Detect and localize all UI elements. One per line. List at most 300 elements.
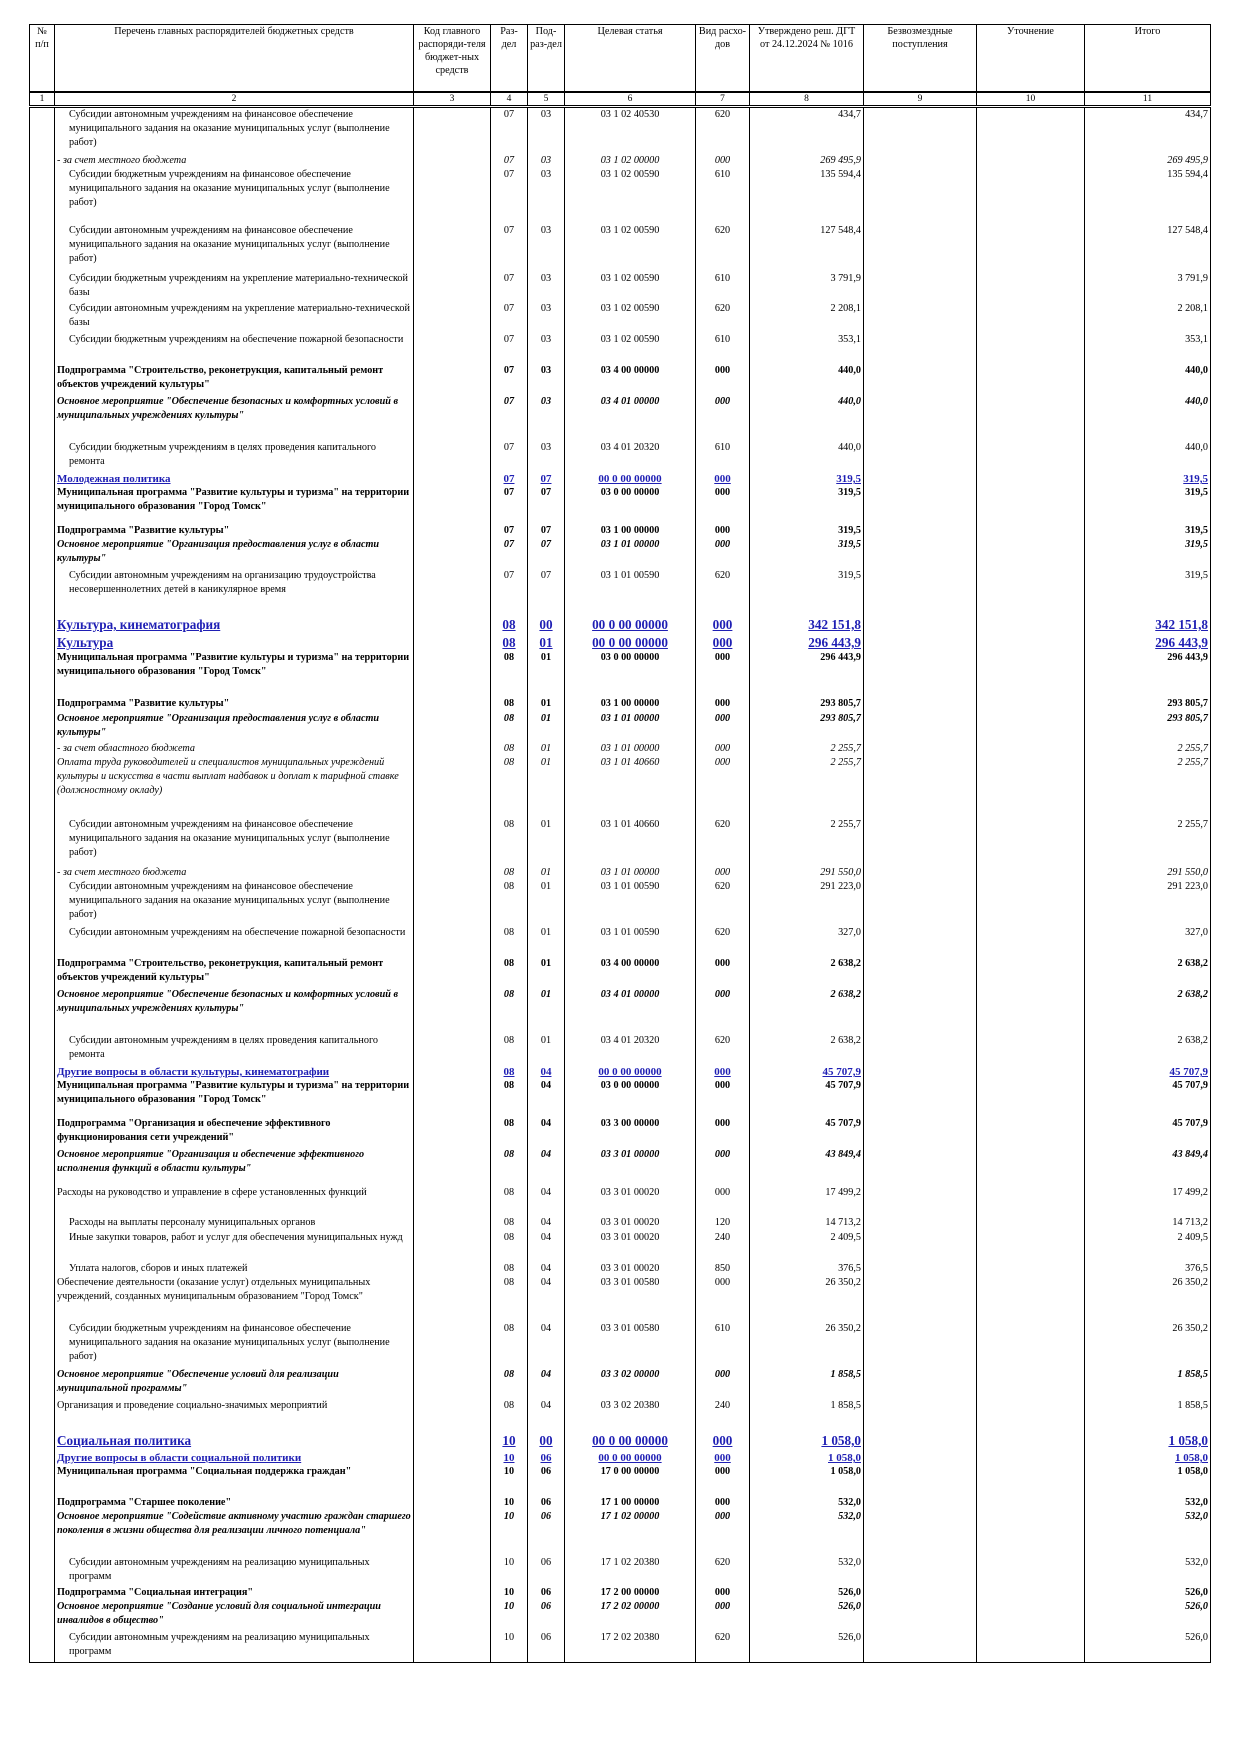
row-code-cell <box>414 818 491 866</box>
row-clarification-cell <box>977 617 1085 635</box>
row-razdel-cell: 10 <box>491 1631 528 1663</box>
row-clarification-cell <box>977 168 1085 224</box>
row-code-cell <box>414 272 491 302</box>
row-clarification-cell <box>977 1034 1085 1065</box>
row-clarification-cell <box>977 1322 1085 1368</box>
row-total-cell: 293 805,7 <box>1085 712 1211 742</box>
row-approved-cell: 2 255,7 <box>750 818 864 866</box>
row-target-article-cell: 03 1 02 00000 <box>565 154 696 168</box>
row-total-cell: 293 805,7 <box>1085 697 1211 712</box>
row-approved-cell: 526,0 <box>750 1600 864 1631</box>
row-podrazdel-cell: 01 <box>528 635 565 651</box>
row-total-cell: 291 550,0 <box>1085 866 1211 880</box>
row-code-cell <box>414 1368 491 1399</box>
row-podrazdel-cell: 03 <box>528 302 565 333</box>
row-code-cell <box>414 472 491 486</box>
colnum-9: 9 <box>864 92 977 107</box>
colnum-10: 10 <box>977 92 1085 107</box>
row-razdel-cell: 08 <box>491 651 528 697</box>
row-name-cell <box>55 1079 414 1117</box>
table-row <box>30 1451 1211 1465</box>
row-name-cell <box>55 224 414 272</box>
row-target-article-cell: 03 3 01 00020 <box>565 1216 696 1231</box>
row-name-text: Субсидии автономным учреждениям на реализацию муниципальных программ <box>69 1632 370 1657</box>
row-clarification-cell <box>977 302 1085 333</box>
row-approved-cell: 45 707,9 <box>750 1117 864 1148</box>
row-expense-type-cell: 000 <box>696 957 750 988</box>
row-expense-type-cell: 620 <box>696 818 750 866</box>
row-podrazdel-cell: 01 <box>528 756 565 818</box>
colnum-7: 7 <box>696 92 750 107</box>
row-expense-type-cell: 620 <box>696 1556 750 1586</box>
row-podrazdel-cell: 04 <box>528 1368 565 1399</box>
row-gratuitous-cell <box>864 272 977 302</box>
row-gratuitous-cell <box>864 154 977 168</box>
row-podrazdel-cell: 03 <box>528 441 565 472</box>
row-gratuitous-cell <box>864 538 977 569</box>
row-expense-type-cell: 000 <box>696 712 750 742</box>
row-code-cell <box>414 926 491 957</box>
row-code-cell <box>414 957 491 988</box>
row-name-text: Субсидии бюджетным учреждениям на финансовое обеспечение муниципального задания на оказание муниципальных услуг (выполнение работ) <box>69 169 390 208</box>
row-name-cell <box>55 756 414 818</box>
table-row <box>30 524 1211 538</box>
row-gratuitous-cell <box>864 224 977 272</box>
row-razdel-cell: 07 <box>491 395 528 441</box>
row-expense-type-cell: 000 <box>696 988 750 1034</box>
row-gratuitous-cell <box>864 1556 977 1586</box>
row-target-article-cell: 03 3 01 00020 <box>565 1262 696 1276</box>
row-name-cell <box>55 1399 414 1433</box>
row-clarification-cell <box>977 395 1085 441</box>
row-name-cell <box>55 1586 414 1600</box>
row-expense-type-cell: 000 <box>696 472 750 486</box>
row-name-cell <box>55 1510 414 1556</box>
row-number-cell <box>30 651 55 697</box>
row-name-cell <box>55 333 414 364</box>
table-row <box>30 1322 1211 1368</box>
row-clarification-cell <box>977 1451 1085 1465</box>
row-number-cell <box>30 1186 55 1216</box>
row-expense-type-cell: 610 <box>696 168 750 224</box>
table-row <box>30 712 1211 742</box>
row-code-cell <box>414 1496 491 1510</box>
row-name-text: Подпрограмма "Развитие культуры" <box>57 698 230 709</box>
row-target-article-cell: 17 2 02 20380 <box>565 1631 696 1663</box>
row-code-cell <box>414 1631 491 1663</box>
row-expense-type-cell: 620 <box>696 880 750 926</box>
row-razdel-cell: 07 <box>491 569 528 617</box>
row-name-cell <box>55 926 414 957</box>
row-name-cell <box>55 651 414 697</box>
row-razdel-cell: 10 <box>491 1556 528 1586</box>
row-total-cell: 1 858,5 <box>1085 1399 1211 1433</box>
row-approved-cell: 1 858,5 <box>750 1399 864 1433</box>
row-code-cell <box>414 168 491 224</box>
colnum-1: 1 <box>30 92 55 107</box>
row-target-article-cell: 03 1 01 00000 <box>565 866 696 880</box>
row-code-cell <box>414 617 491 635</box>
row-expense-type-cell: 120 <box>696 1216 750 1231</box>
row-approved-cell: 17 499,2 <box>750 1186 864 1216</box>
table-row <box>30 107 1211 155</box>
table-row <box>30 1496 1211 1510</box>
row-razdel-cell: 08 <box>491 818 528 866</box>
row-gratuitous-cell <box>864 697 977 712</box>
table-row <box>30 1433 1211 1451</box>
row-gratuitous-cell <box>864 441 977 472</box>
row-target-article-cell: 03 0 00 00000 <box>565 486 696 524</box>
table-row <box>30 224 1211 272</box>
row-name-cell <box>55 1186 414 1216</box>
row-number-cell <box>30 742 55 756</box>
table-row <box>30 1586 1211 1600</box>
row-name-text: Субсидии бюджетным учреждениям на финансовое обеспечение муниципального задания на оказание муниципальных услуг (выполнение работ) <box>69 1323 390 1362</box>
row-expense-type-cell: 000 <box>696 154 750 168</box>
row-gratuitous-cell <box>864 1399 977 1433</box>
row-approved-cell: 291 550,0 <box>750 866 864 880</box>
row-approved-cell: 26 350,2 <box>750 1322 864 1368</box>
row-clarification-cell <box>977 1216 1085 1231</box>
table-row <box>30 154 1211 168</box>
row-code-cell <box>414 712 491 742</box>
row-number-cell <box>30 1322 55 1368</box>
row-code-cell <box>414 1465 491 1496</box>
row-expense-type-cell: 000 <box>696 1079 750 1117</box>
row-approved-cell: 45 707,9 <box>750 1079 864 1117</box>
row-target-article-cell: 00 0 00 00000 <box>565 1433 696 1451</box>
row-clarification-cell <box>977 1065 1085 1079</box>
row-total-cell: 376,5 <box>1085 1262 1211 1276</box>
row-target-article-cell: 03 3 02 00000 <box>565 1368 696 1399</box>
row-target-article-cell: 03 1 01 40660 <box>565 756 696 818</box>
row-name-text: Основное мероприятие "Создание условий для социальной интеграции инвалидов в общество" <box>57 1601 381 1626</box>
row-expense-type-cell: 620 <box>696 926 750 957</box>
table-row <box>30 333 1211 364</box>
row-total-cell: 319,5 <box>1085 524 1211 538</box>
row-name-text: Оплата труда руководителей и специалистов муниципальных учреждений культуры и искусства в части выплат надбавок и доплат к тарифной ставке (должностному окладу) <box>57 757 399 796</box>
row-code-cell <box>414 302 491 333</box>
row-razdel-cell: 08 <box>491 1186 528 1216</box>
row-podrazdel-cell: 06 <box>528 1496 565 1510</box>
row-name-cell <box>55 1451 414 1465</box>
row-name-text: Субсидии автономным учреждениям в целях проведения капитального ремонта <box>69 1035 378 1060</box>
header-razdel: Раз-дел <box>491 25 528 93</box>
row-target-article-cell: 03 1 02 00590 <box>565 168 696 224</box>
row-target-article-cell: 03 3 01 00580 <box>565 1276 696 1322</box>
row-target-article-cell: 17 0 00 00000 <box>565 1465 696 1496</box>
row-code-cell <box>414 1034 491 1065</box>
row-name-text: Культура, кинематография <box>57 617 221 632</box>
row-gratuitous-cell <box>864 1510 977 1556</box>
row-name-text: Основное мероприятие "Организация предоставления услуг в области культуры" <box>57 539 380 564</box>
row-razdel-cell: 08 <box>491 957 528 988</box>
row-name-cell <box>55 712 414 742</box>
row-name-cell <box>55 1368 414 1399</box>
row-gratuitous-cell <box>864 1065 977 1079</box>
row-razdel-cell: 08 <box>491 635 528 651</box>
row-code-cell <box>414 880 491 926</box>
row-razdel-cell: 07 <box>491 538 528 569</box>
row-target-article-cell: 17 1 02 00000 <box>565 1510 696 1556</box>
row-approved-cell: 296 443,9 <box>750 651 864 697</box>
row-expense-type-cell: 000 <box>696 1148 750 1186</box>
row-number-cell <box>30 1148 55 1186</box>
row-clarification-cell <box>977 988 1085 1034</box>
row-number-cell <box>30 1586 55 1600</box>
row-approved-cell: 14 713,2 <box>750 1216 864 1231</box>
row-approved-cell: 319,5 <box>750 472 864 486</box>
table-row <box>30 1368 1211 1399</box>
row-number-cell <box>30 617 55 635</box>
row-name-cell <box>55 569 414 617</box>
row-clarification-cell <box>977 957 1085 988</box>
row-podrazdel-cell: 04 <box>528 1065 565 1079</box>
row-code-cell <box>414 1433 491 1451</box>
row-podrazdel-cell: 04 <box>528 1322 565 1368</box>
table-row <box>30 1399 1211 1433</box>
row-total-cell: 1 058,0 <box>1085 1433 1211 1451</box>
row-total-cell: 45 707,9 <box>1085 1117 1211 1148</box>
table-row <box>30 569 1211 617</box>
row-code-cell <box>414 1556 491 1586</box>
row-target-article-cell: 03 0 00 00000 <box>565 1079 696 1117</box>
column-number-row <box>30 92 1211 107</box>
row-number-cell <box>30 1451 55 1465</box>
row-podrazdel-cell: 01 <box>528 651 565 697</box>
row-total-cell: 2 638,2 <box>1085 1034 1211 1065</box>
row-gratuitous-cell <box>864 742 977 756</box>
row-gratuitous-cell <box>864 302 977 333</box>
row-clarification-cell <box>977 486 1085 524</box>
row-code-cell <box>414 1079 491 1117</box>
header-gratuitous: Безвозмездные поступления <box>864 25 977 93</box>
row-number-cell <box>30 1276 55 1322</box>
row-name-cell <box>55 302 414 333</box>
budget-table-sheet <box>29 24 1210 1663</box>
row-expense-type-cell: 000 <box>696 742 750 756</box>
row-approved-cell: 293 805,7 <box>750 712 864 742</box>
row-number-cell <box>30 1433 55 1451</box>
row-clarification-cell <box>977 1399 1085 1433</box>
row-number-cell <box>30 1216 55 1231</box>
row-podrazdel-cell: 06 <box>528 1465 565 1496</box>
row-target-article-cell: 03 1 02 40530 <box>565 107 696 155</box>
row-number-cell <box>30 957 55 988</box>
row-expense-type-cell: 000 <box>696 1510 750 1556</box>
row-code-cell <box>414 224 491 272</box>
row-razdel-cell: 07 <box>491 154 528 168</box>
row-expense-type-cell: 000 <box>696 1451 750 1465</box>
row-razdel-cell: 10 <box>491 1451 528 1465</box>
row-razdel-cell: 07 <box>491 472 528 486</box>
row-name-cell <box>55 1276 414 1322</box>
row-gratuitous-cell <box>864 107 977 155</box>
row-target-article-cell: 00 0 00 00000 <box>565 472 696 486</box>
row-name-cell <box>55 866 414 880</box>
row-name-text: Муниципальная программа "Развитие культуры и туризма" на территории муниципального образования "Город Томск" <box>57 487 410 512</box>
row-name-cell <box>55 1600 414 1631</box>
row-target-article-cell: 03 3 01 00020 <box>565 1231 696 1262</box>
row-name-cell <box>55 441 414 472</box>
table-body <box>30 107 1211 1663</box>
row-expense-type-cell: 000 <box>696 1600 750 1631</box>
row-clarification-cell <box>977 756 1085 818</box>
row-razdel-cell: 07 <box>491 272 528 302</box>
row-clarification-cell <box>977 472 1085 486</box>
row-expense-type-cell: 620 <box>696 224 750 272</box>
row-name-cell <box>55 1465 414 1496</box>
row-name-cell <box>55 107 414 155</box>
row-total-cell: 43 849,4 <box>1085 1148 1211 1186</box>
row-target-article-cell: 17 2 02 00000 <box>565 1600 696 1631</box>
row-podrazdel-cell: 06 <box>528 1631 565 1663</box>
table-row <box>30 697 1211 712</box>
table-row <box>30 866 1211 880</box>
row-number-cell <box>30 224 55 272</box>
row-target-article-cell: 03 3 01 00580 <box>565 1322 696 1368</box>
row-gratuitous-cell <box>864 524 977 538</box>
row-razdel-cell: 08 <box>491 988 528 1034</box>
row-name-text: Подпрограмма "Организация и обеспечение эффективного функционирования сети учреждений" <box>57 1118 331 1143</box>
header-total: Итого <box>1085 25 1211 93</box>
row-name-cell <box>55 1148 414 1186</box>
row-podrazdel-cell: 01 <box>528 697 565 712</box>
table-row <box>30 538 1211 569</box>
row-approved-cell: 1 058,0 <box>750 1465 864 1496</box>
row-approved-cell: 1 058,0 <box>750 1451 864 1465</box>
row-podrazdel-cell: 01 <box>528 957 565 988</box>
row-target-article-cell: 03 4 01 00000 <box>565 395 696 441</box>
row-clarification-cell <box>977 651 1085 697</box>
row-clarification-cell <box>977 1433 1085 1451</box>
row-total-cell: 45 707,9 <box>1085 1065 1211 1079</box>
table-header-row <box>30 25 1211 93</box>
row-razdel-cell: 08 <box>491 1399 528 1433</box>
row-target-article-cell: 03 1 01 00000 <box>565 538 696 569</box>
row-total-cell: 1 058,0 <box>1085 1465 1211 1496</box>
row-clarification-cell <box>977 524 1085 538</box>
row-podrazdel-cell: 07 <box>528 524 565 538</box>
row-total-cell: 2 208,1 <box>1085 302 1211 333</box>
row-clarification-cell <box>977 866 1085 880</box>
row-gratuitous-cell <box>864 1496 977 1510</box>
row-approved-cell: 440,0 <box>750 441 864 472</box>
row-razdel-cell: 10 <box>491 1433 528 1451</box>
row-name-text: Муниципальная программа "Развитие культуры и туризма" на территории муниципального образования "Город Томск" <box>57 1080 410 1105</box>
row-code-cell <box>414 486 491 524</box>
row-code-cell <box>414 1510 491 1556</box>
row-number-cell <box>30 302 55 333</box>
row-number-cell <box>30 697 55 712</box>
row-podrazdel-cell: 04 <box>528 1276 565 1322</box>
table-row <box>30 486 1211 524</box>
row-expense-type-cell: 000 <box>696 364 750 395</box>
row-target-article-cell: 03 3 01 00000 <box>565 1148 696 1186</box>
table-row <box>30 1065 1211 1079</box>
row-approved-cell: 1 058,0 <box>750 1433 864 1451</box>
row-razdel-cell: 08 <box>491 1079 528 1117</box>
row-number-cell <box>30 1399 55 1433</box>
row-name-text: Расходы на руководство и управление в сфере установленных функций <box>57 1187 367 1198</box>
row-clarification-cell <box>977 1586 1085 1600</box>
row-target-article-cell: 03 3 02 20380 <box>565 1399 696 1433</box>
row-number-cell <box>30 569 55 617</box>
row-podrazdel-cell: 03 <box>528 154 565 168</box>
row-target-article-cell: 03 4 01 20320 <box>565 1034 696 1065</box>
row-expense-type-cell: 610 <box>696 441 750 472</box>
row-gratuitous-cell <box>864 712 977 742</box>
table-row <box>30 1034 1211 1065</box>
row-expense-type-cell: 000 <box>696 756 750 818</box>
row-name-text: Субсидии автономным учреждениям на финансовое обеспечение муниципального задания на оказание муниципальных услуг (выполнение работ) <box>69 881 390 920</box>
row-name-text: - за счет местного бюджета <box>57 155 187 166</box>
row-approved-cell: 296 443,9 <box>750 635 864 651</box>
row-name-text: Подпрограмма "Строительство, реконетрукция, капитальный ремонт объектов учреждений культуры" <box>57 958 384 983</box>
row-name-text: Муниципальная программа "Социальная поддержка граждан" <box>57 1466 352 1477</box>
row-gratuitous-cell <box>864 1586 977 1600</box>
row-name-cell <box>55 395 414 441</box>
row-total-cell: 434,7 <box>1085 107 1211 155</box>
row-total-cell: 440,0 <box>1085 395 1211 441</box>
row-total-cell: 327,0 <box>1085 926 1211 957</box>
header-recipients: Перечень главных распорядителей бюджетных средств <box>55 25 414 93</box>
row-target-article-cell: 03 4 01 00000 <box>565 988 696 1034</box>
row-expense-type-cell: 620 <box>696 107 750 155</box>
row-gratuitous-cell <box>864 1231 977 1262</box>
row-razdel-cell: 08 <box>491 742 528 756</box>
row-gratuitous-cell <box>864 1322 977 1368</box>
row-razdel-cell: 08 <box>491 1276 528 1322</box>
row-total-cell: 26 350,2 <box>1085 1322 1211 1368</box>
row-gratuitous-cell <box>864 569 977 617</box>
row-clarification-cell <box>977 569 1085 617</box>
header-clarification: Уточнение <box>977 25 1085 93</box>
row-name-cell <box>55 880 414 926</box>
row-gratuitous-cell <box>864 756 977 818</box>
budget-table <box>29 24 1211 1663</box>
colnum-3: 3 <box>414 92 491 107</box>
row-number-cell <box>30 1600 55 1631</box>
table-row <box>30 651 1211 697</box>
row-target-article-cell: 03 0 00 00000 <box>565 651 696 697</box>
row-podrazdel-cell: 01 <box>528 712 565 742</box>
row-expense-type-cell: 000 <box>696 866 750 880</box>
row-number-cell <box>30 1368 55 1399</box>
row-code-cell <box>414 107 491 155</box>
row-approved-cell: 293 805,7 <box>750 697 864 712</box>
row-clarification-cell <box>977 1631 1085 1663</box>
row-target-article-cell: 03 1 02 00590 <box>565 224 696 272</box>
row-name-text: Основное мероприятие "Содействие активному участию граждан старшего поколения в жизни общества для реализации личного потенциала" <box>57 1511 411 1536</box>
row-podrazdel-cell: 01 <box>528 818 565 866</box>
row-razdel-cell: 08 <box>491 1117 528 1148</box>
row-code-cell <box>414 1276 491 1322</box>
row-name-cell <box>55 617 414 635</box>
row-target-article-cell: 03 1 01 00590 <box>565 880 696 926</box>
row-name-text: Субсидии автономным учреждениям на укрепление материально-технической базы <box>69 303 410 328</box>
row-gratuitous-cell <box>864 1148 977 1186</box>
row-total-cell: 319,5 <box>1085 486 1211 524</box>
row-expense-type-cell: 000 <box>696 1065 750 1079</box>
row-podrazdel-cell: 01 <box>528 1034 565 1065</box>
row-approved-cell: 291 223,0 <box>750 880 864 926</box>
row-clarification-cell <box>977 333 1085 364</box>
row-podrazdel-cell: 04 <box>528 1262 565 1276</box>
row-razdel-cell: 07 <box>491 168 528 224</box>
row-razdel-cell: 08 <box>491 1148 528 1186</box>
row-target-article-cell: 03 1 02 00590 <box>565 302 696 333</box>
